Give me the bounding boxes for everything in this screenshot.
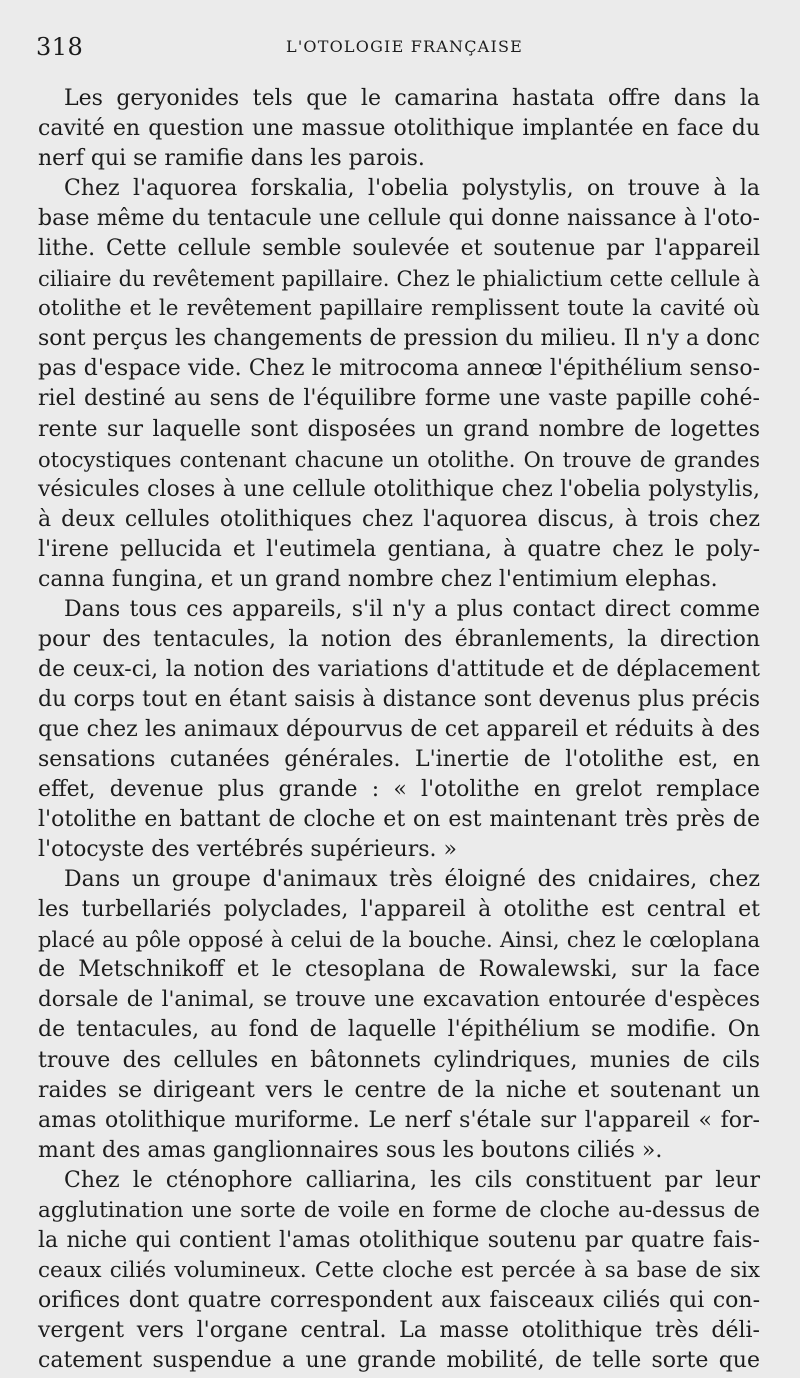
text-line: Chez le cténophore calliarina, les cils constituent par leur	[64, 1167, 760, 1193]
text-line: Chez l'aquorea forskalia, l'obelia polystylis, on trouve à la	[64, 176, 760, 202]
text-line: vésicules closes à une cellule otolithique chez l'obelia polystylis,	[38, 476, 760, 502]
text-line: otolithe et le revêtement papillaire remplissent toute la cavité où	[38, 296, 760, 322]
text-line: de Metschnikoff et le ctesoplana de Rowalewski, sur la face	[38, 957, 760, 983]
text-line: ceaux ciliés volumineux. Cette cloche est percée à sa base de six	[38, 1257, 760, 1283]
page-header	[36, 32, 764, 62]
text-line: Dans un groupe d'animaux très éloigné des cnidaires, chez	[64, 867, 760, 893]
text-line: catement suspendue a une grande mobilité, de telle sorte que	[38, 1347, 760, 1373]
text-line: orifices dont quatre correspondent aux faisceaux ciliés qui con-	[38, 1287, 760, 1313]
text-line: pas d'espace vide. Chez le mitrocoma anneœ l'épithélium senso-	[38, 356, 760, 382]
text-line: riel destiné au sens de l'équilibre forme une vaste papille cohé-	[38, 386, 760, 412]
text-line: sont perçus les changements de pression du milieu. Il n'y a donc	[38, 326, 760, 352]
text-line: raides se dirigeant vers le centre de la niche et soutenant un	[38, 1077, 760, 1103]
text-line: trouve des cellules en bâtonnets cylindriques, munies de cils	[38, 1047, 760, 1073]
text-line: amas otolithique muriforme. Le nerf s'étale sur l'appareil « for-	[38, 1107, 760, 1133]
text-line: agglutination une sorte de voile en forme de cloche au-dessus de	[38, 1197, 760, 1223]
text-line: du corps tout en étant saisis à distance sont devenus plus précis	[38, 686, 760, 712]
text-line: canna fungina, et un grand nombre chez l'entimium elephas.	[38, 566, 718, 592]
text-line: pour des tentacules, la notion des ébranlements, la direction	[38, 626, 760, 652]
text-line: lithe. Cette cellule semble soulevée et soutenue par l'appareil	[38, 236, 760, 262]
text-line: l'otolithe en battant de cloche et on est maintenant très près de	[38, 807, 760, 833]
text-line: de ceux-ci, la notion des variations d'attitude et de déplacement	[38, 656, 760, 682]
text-line: rente sur laquelle sont disposées un grand nombre de logettes	[38, 416, 760, 442]
body-text	[38, 84, 760, 1376]
text-line: les turbellariés polyclades, l'appareil à otolithe est central et	[38, 897, 760, 923]
text-line: l'otocyste des vertébrés supérieurs. »	[38, 837, 457, 863]
text-line: l'irene pellucida et l'eutimela gentiana, à quatre chez le poly-	[38, 536, 760, 562]
text-line: à deux cellules otolithiques chez l'aquorea discus, à trois chez	[38, 506, 760, 532]
text-line: Les geryonides tels que le camarina hastata offre dans la	[64, 86, 760, 111]
text-line: mant des amas ganglionnaires sous les boutons ciliés ».	[38, 1137, 663, 1163]
text-line: que chez les animaux dépourvus de cet appareil et réduits à des	[38, 716, 760, 742]
running-title: L'OTOLOGIE FRANÇAISE	[286, 37, 523, 56]
text-line: ciliaire du revêtement papillaire. Chez le phialictium cette cellule à	[38, 267, 760, 292]
text-line: placé au pôle opposé à celui de la bouche. Ainsi, chez le cœloplana	[38, 928, 760, 953]
text-line: effet, devenue plus grande : « l'otolithe en grelot remplace	[38, 777, 760, 803]
text-line: Dans tous ces appareils, s'il n'y a plus contact direct comme	[64, 596, 760, 622]
text-line: vergent vers l'organe central. La masse otolithique très déli-	[38, 1317, 760, 1343]
text-line: cavité en question une massue otolithique implantée en face du	[38, 116, 760, 142]
page-number: 318	[36, 33, 84, 61]
text-line: la niche qui contient l'amas otolithique soutenu par quatre fais-	[38, 1227, 760, 1253]
text-line: nerf qui se ramifie dans les parois.	[38, 146, 425, 172]
text-line: de tentacules, au fond de laquelle l'épithélium se modifie. On	[38, 1017, 760, 1043]
text-line: base même du tentacule une cellule qui donne naissance à l'oto-	[38, 206, 760, 232]
text-line: otocystiques contenant chacune un otolithe. On trouve de grandes	[38, 447, 760, 472]
text-line: sensations cutanées générales. L'inertie de l'otolithe est, en	[38, 747, 760, 773]
text-line: dorsale de l'animal, se trouve une excavation entourée d'espèces	[38, 987, 760, 1013]
